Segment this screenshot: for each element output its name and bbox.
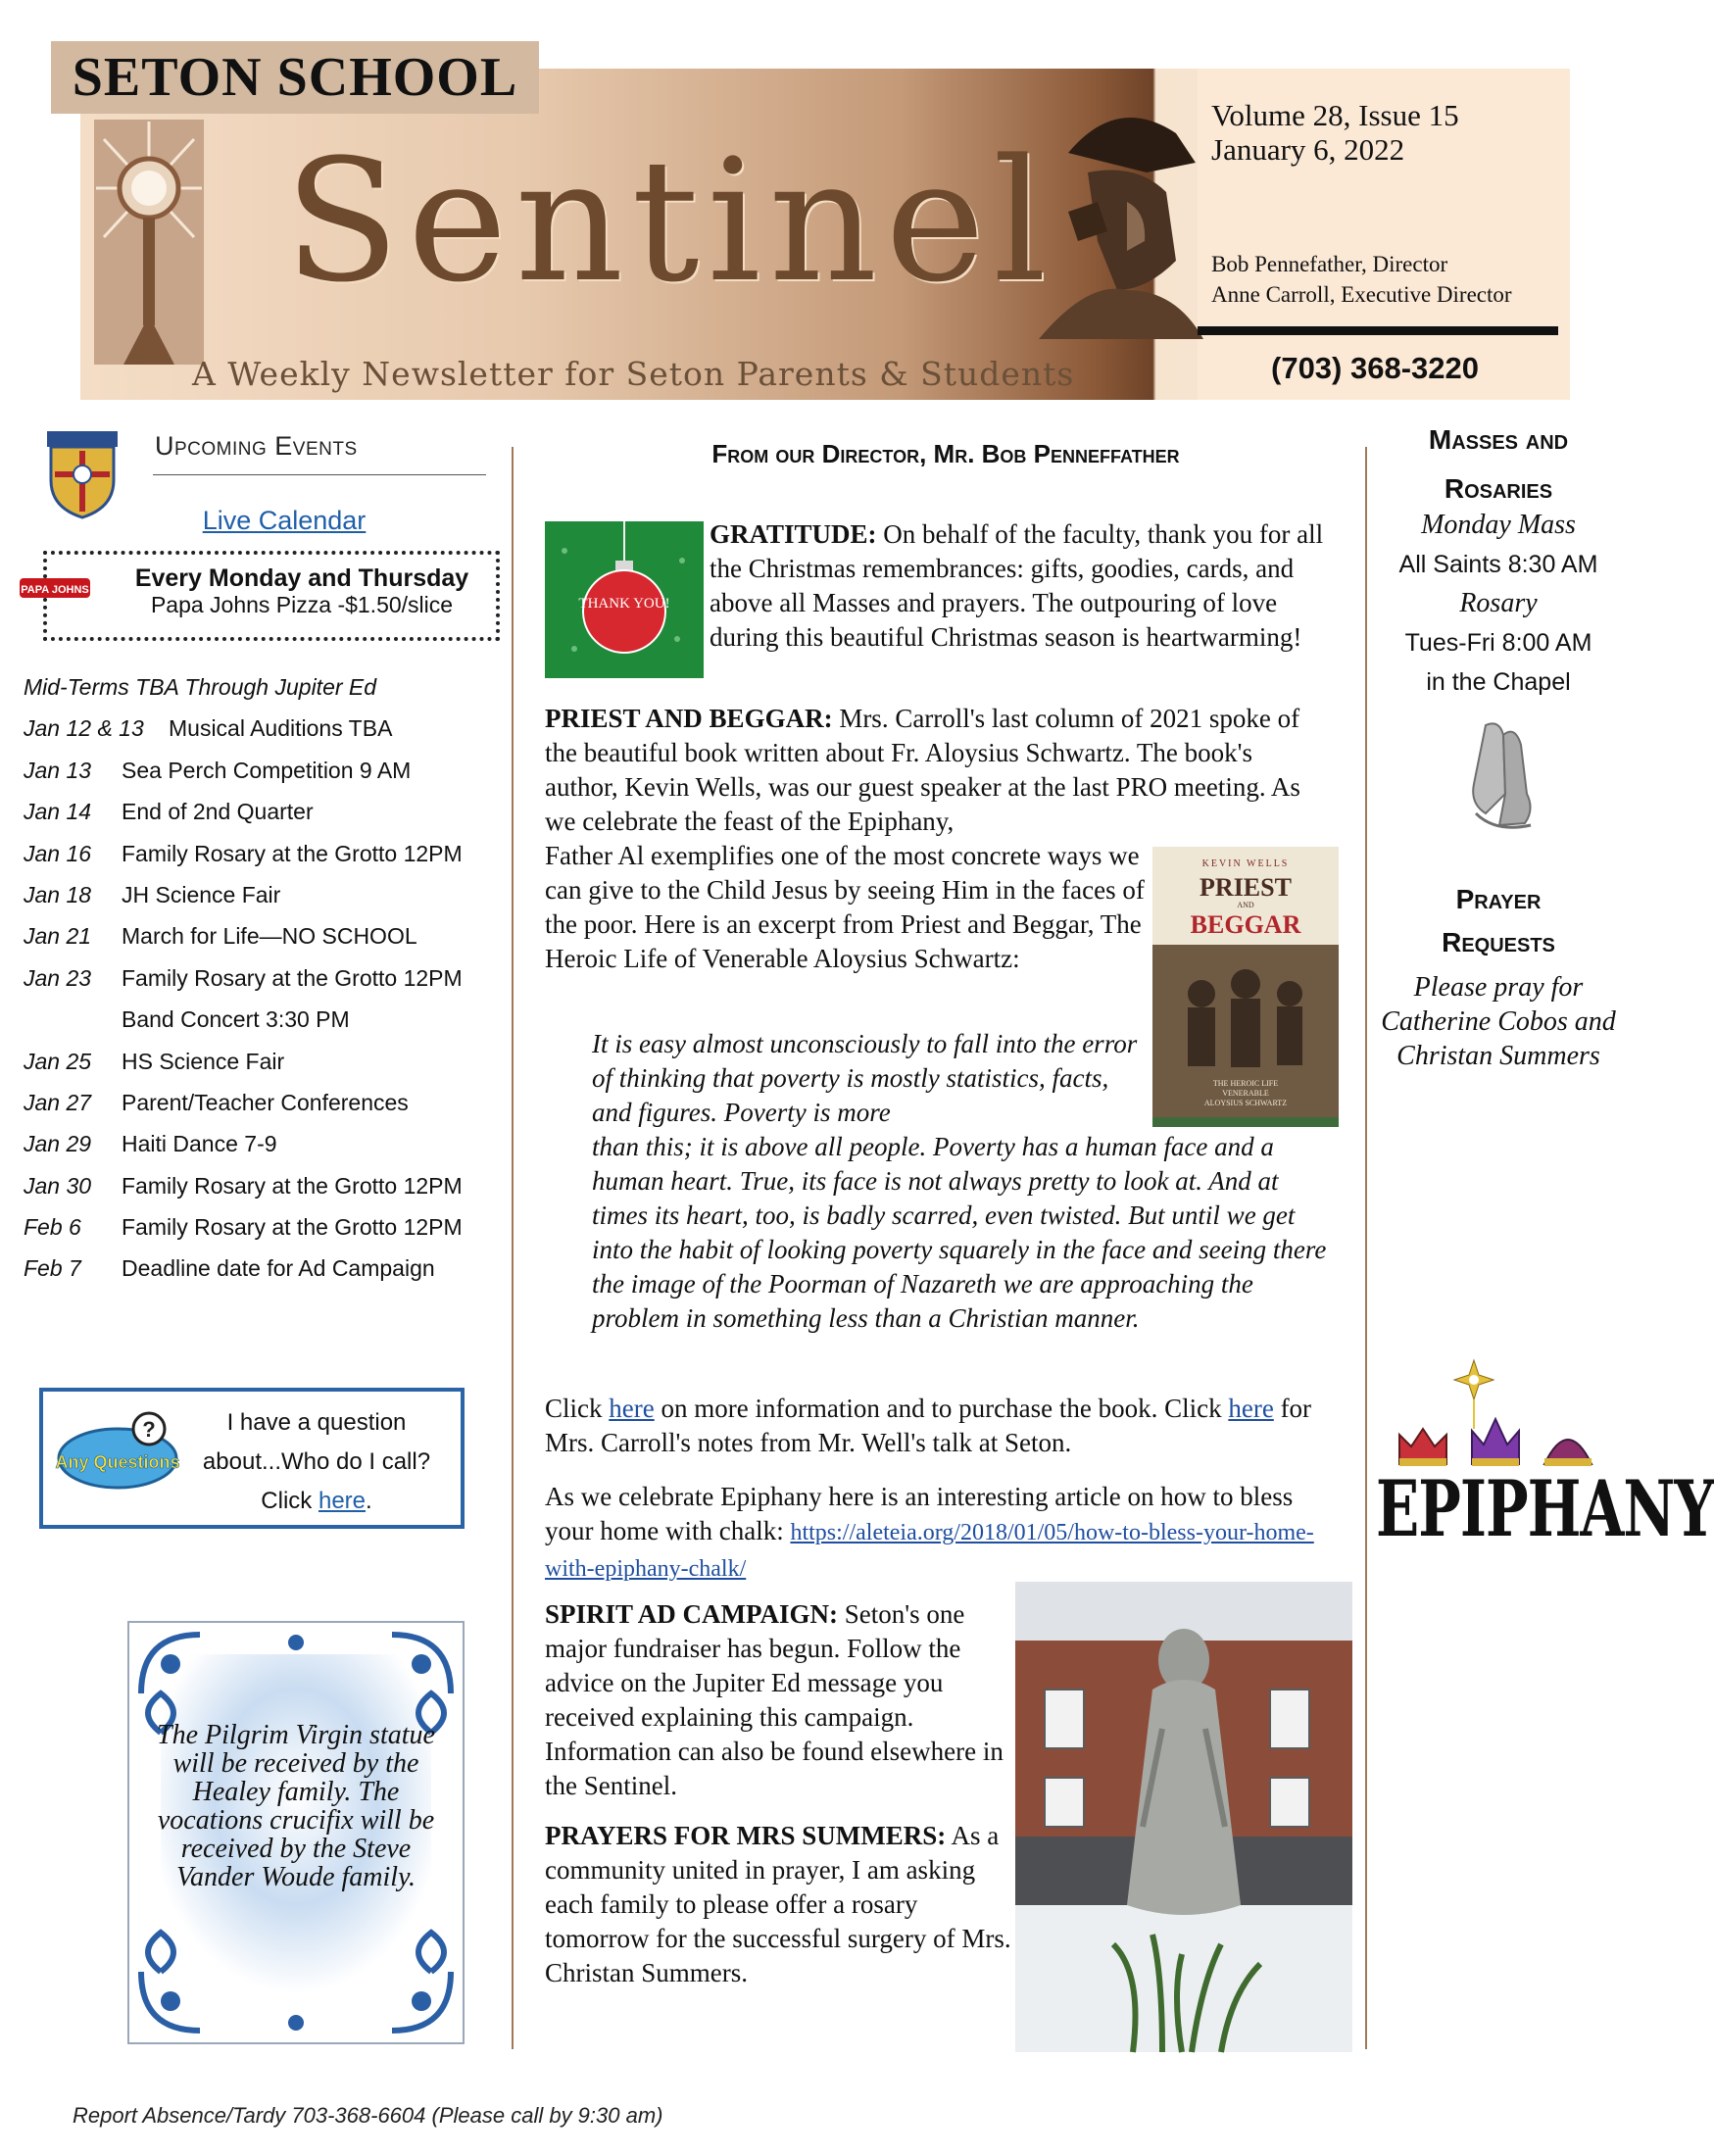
click-text-c: for Mrs. Carroll's notes from Mr. Well's talk at Seton. [545, 1394, 1312, 1457]
spirit-text: Seton's one major fundraiser has begun. Follow the advice on the Jupiter Ed message you received explaining this campaign. Information can also be found elsewhere in the Sentinel. [545, 1599, 1004, 1800]
monday-mass-time: All Saints 8:30 AM [1398, 551, 1598, 578]
prayer-heading-line1: Prayer [1455, 884, 1542, 914]
event-text: JH Science Fair [122, 881, 281, 907]
spirit-lead: SPIRIT AD CAMPAIGN: [545, 1599, 839, 1629]
book-subtitle-2: VENERABLE [1222, 1089, 1269, 1098]
any-questions-text: Any Questions [55, 1452, 180, 1472]
event-text: March for Life—NO SCHOOL [122, 923, 417, 950]
knight-statue-image [1029, 94, 1203, 339]
list-item [24, 915, 514, 956]
monday-mass-label: Monday Mass [1421, 510, 1576, 540]
any-questions-icon [55, 1407, 180, 1495]
event-text: Family Rosary at the Grotto 12PM [122, 1172, 463, 1199]
list-item [24, 750, 514, 791]
rosary-location: in the Chapel [1426, 668, 1571, 696]
event-date: Jan 18 [24, 881, 92, 907]
papa-johns-logo [20, 572, 90, 610]
pizza-days: Every Monday and Thursday [134, 564, 469, 592]
gratitude-text: On behalf of the faculty, thank you for all the Christmas remembrances: gifts, goodies, cards, and above all Masses and prayers. The outpouring of love during this beautiful Christmas season is heartwarming! [710, 519, 1324, 652]
list-item [24, 999, 514, 1040]
list-item [24, 1082, 514, 1123]
director-heading [539, 439, 1352, 469]
masthead-rule [1198, 326, 1558, 335]
volume-issue: Volume 28, Issue 15 [1211, 98, 1459, 132]
masses-rosaries-heading [1368, 416, 1629, 514]
question-line2: about...Who do I call? [202, 1448, 431, 1475]
rosary-label: Rosary [1459, 588, 1538, 618]
event-date: Jan 29 [24, 1131, 92, 1157]
prayers-summers-paragraph: PRAYERS FOR MRS SUMMERS: As a community united in prayer, I am asking each family to please offer a rosary tomorrow for the successful surgery of Mrs. Christan Summers. [545, 1821, 1011, 1987]
event-date: Jan 21 [24, 923, 92, 950]
event-date: Feb 7 [24, 1255, 81, 1282]
priest-lead: PRIEST AND BEGGAR: [545, 704, 833, 733]
event-date: Jan 13 [24, 757, 92, 783]
absence-footer: Report Absence/Tardy 703-368-6604 (Please call by 9:30 am) [73, 2103, 663, 2128]
list-item [24, 1123, 514, 1164]
director-heading-name: Mr. Bob Penneffather [933, 439, 1180, 468]
book-excerpt-quote: It is easy almost unconsciously to fall into the error of thinking that poverty is mostly statistics, facts, and figures. Poverty is more [592, 1029, 1138, 1127]
list-item [24, 791, 514, 832]
heading-rule [153, 474, 486, 475]
list-item [24, 1041, 514, 1082]
list-item [24, 1165, 514, 1206]
event-text: End of 2nd Quarter [122, 799, 314, 825]
carroll-notes-link[interactable]: here [1228, 1394, 1274, 1423]
epiphany-chalk-link[interactable]: https://aleteia.org/2018/01/05/how-to-bless-your-home-with-epiphany-chalk/ [545, 1520, 1314, 1582]
priest-text1: Mrs. Carroll's last column of 2021 spoke of the beautiful book written about Fr. Aloysius Schwartz. The book's author, Kevin Wells, was our guest speaker at the last PRO meeting. As we celebrate the feast of the Epiphany, [545, 704, 1300, 836]
list-item [24, 874, 514, 915]
event-list [24, 666, 514, 1290]
thank-you-badge-text: THANK YOU! [578, 596, 670, 612]
epiphany-chalk-paragraph [545, 1480, 1341, 1587]
event-date: Jan 25 [24, 1048, 92, 1074]
book-title-priest: PRIEST [1200, 873, 1292, 902]
event-date: Jan 23 [24, 964, 92, 991]
list-item [24, 708, 514, 749]
click-text-b: on more information and to purchase the book. Click [654, 1394, 1229, 1423]
event-date: Jan 16 [24, 840, 92, 866]
prayer-heading-line2: Requests [1442, 927, 1555, 957]
gratitude-paragraph [710, 517, 1329, 655]
event-text: Deadline date for Ad Campaign [122, 1255, 435, 1282]
list-item [24, 1206, 514, 1248]
epiphany-text: As we celebrate Epiphany here is an interesting article on how to bless your home with chalk: [545, 1482, 1294, 1545]
masses-heading-line1: Masses and [1428, 424, 1569, 455]
gratitude-lead: GRATITUDE: [710, 519, 877, 549]
prayers-lead: PRAYERS FOR MRS SUMMERS [545, 1821, 938, 1850]
event-date: Jan 27 [24, 1089, 92, 1115]
school-name: SETON SCHOOL [51, 41, 539, 114]
event-text: Family Rosary at the Grotto 12PM [122, 964, 463, 991]
event-date: Feb 6 [24, 1214, 81, 1241]
question-here-link[interactable]: here [318, 1488, 367, 1514]
spirit-ad-paragraph [545, 1597, 1015, 1803]
masses-schedule [1368, 506, 1629, 702]
mary-statue-photo [1015, 1582, 1352, 2052]
praying-hands-icon [1456, 715, 1546, 833]
papa-johns-logo-text: PAPA JOHNS [21, 584, 89, 596]
priest-beggar-continued: Father Al exemplifies one of the most concrete ways we can give to the Child Jesus by seeing Him in the faces of the poor. Here is an excerpt from Priest and Beggar, The Heroic Life of Venerable Aloysius Schwartz: [545, 841, 1145, 973]
monstrance-image [94, 120, 204, 365]
midterms-note [24, 666, 514, 708]
school-phone: (703) 368-3220 [1271, 351, 1479, 385]
prayer-requests-heading [1368, 878, 1629, 964]
event-text: Band Concert 3:30 PM [122, 1006, 350, 1033]
issue-info [1211, 98, 1459, 167]
issue-date: January 6, 2022 [1211, 132, 1405, 167]
event-text: Haiti Dance 7-9 [122, 1131, 277, 1157]
column-divider-right [1365, 447, 1367, 2049]
director-name: Bob Pennefather, Director [1211, 252, 1448, 276]
newsletter-tagline: A Weekly Newsletter for Seton Parents & Students [192, 355, 1075, 393]
book-author: KEVIN WELLS [1201, 858, 1290, 869]
book-purchase-link[interactable]: here [609, 1394, 655, 1423]
upcoming-events-heading: Upcoming Events [155, 431, 358, 461]
thank-you-ornament-image [545, 521, 704, 678]
live-calendar-link[interactable]: Live Calendar [202, 506, 367, 535]
period: . [366, 1488, 372, 1514]
event-text: Sea Perch Competition 9 AM [122, 757, 412, 783]
event-date: Jan 14 [24, 799, 92, 825]
priest-beggar-paragraph [545, 702, 1329, 839]
event-text: Family Rosary at the Grotto 12PM [122, 840, 463, 866]
event-text: Musical Auditions TBA [169, 715, 393, 742]
executive-director-name: Anne Carroll, Executive Director [1211, 282, 1512, 307]
book-info-paragraph [545, 1392, 1341, 1460]
list-item [24, 1248, 514, 1289]
click-label: Click [261, 1488, 318, 1514]
question-line1: I have a question [226, 1409, 407, 1436]
event-text: Parent/Teacher Conferences [122, 1089, 409, 1115]
prayers-text: As a community united in prayer, I am asking each family to please offer a rosary tomorrow for the successful surgery of Mrs. Christan Summers. [545, 1821, 1011, 1987]
prayer-requests-text: Please pray for Catherine Cobos and Christan Summers [1381, 972, 1616, 1071]
book-excerpt-quote-continued: than this; it is above all people. Poverty has a human face and a human heart. True, its face is not always pretty to look at. And at times its heart, too, is badly scarred, even twisted. But until we get into the habit of looking poverty squarely in the face and seeing there the image of the Poorman of Nazareth we are approaching the problem in something less than a Christian manner. [592, 1132, 1327, 1333]
book-title-beggar: BEGGAR [1190, 910, 1301, 939]
director-heading-prefix: From our Director, [711, 439, 934, 468]
book-subtitle-1: THE HEROIC LIFE [1212, 1079, 1279, 1088]
rosary-time: Tues-Fri 8:00 AM [1404, 629, 1592, 657]
event-date: Jan 12 & 13 [24, 715, 144, 742]
question-line3 [186, 1482, 447, 1521]
newsletter-title: Sentinel [284, 122, 1055, 319]
event-date: Jan 30 [24, 1172, 92, 1199]
book-subtitle-3: ALOYSIUS SCHWARTZ [1203, 1099, 1288, 1107]
event-text: Family Rosary at the Grotto 12PM [122, 1214, 463, 1241]
pilgrim-announcement: The Pilgrim Virgin statue will be received by the Healey family. The vocations crucifix will be received by the Steve Vander Woude family. [157, 1720, 435, 1892]
midterms-text: Mid-Terms TBA Through Jupiter Ed [24, 674, 377, 700]
staff-list [1211, 249, 1512, 310]
event-text: HS Science Fair [122, 1048, 285, 1074]
question-text [186, 1403, 447, 1521]
masses-heading-line2: Rosaries [1444, 473, 1553, 504]
click-text-a: Click [545, 1394, 610, 1423]
svg-text:?: ? [142, 1417, 156, 1442]
book-title-and: AND [1237, 901, 1254, 909]
pizza-price: Papa Johns Pizza -$1.50/slice [150, 592, 454, 617]
epiphany-word-art: EPIPHANY [1376, 1464, 1714, 1554]
list-item [24, 957, 514, 999]
priest-and-beggar-book-cover [1152, 847, 1339, 1127]
list-item [24, 833, 514, 874]
